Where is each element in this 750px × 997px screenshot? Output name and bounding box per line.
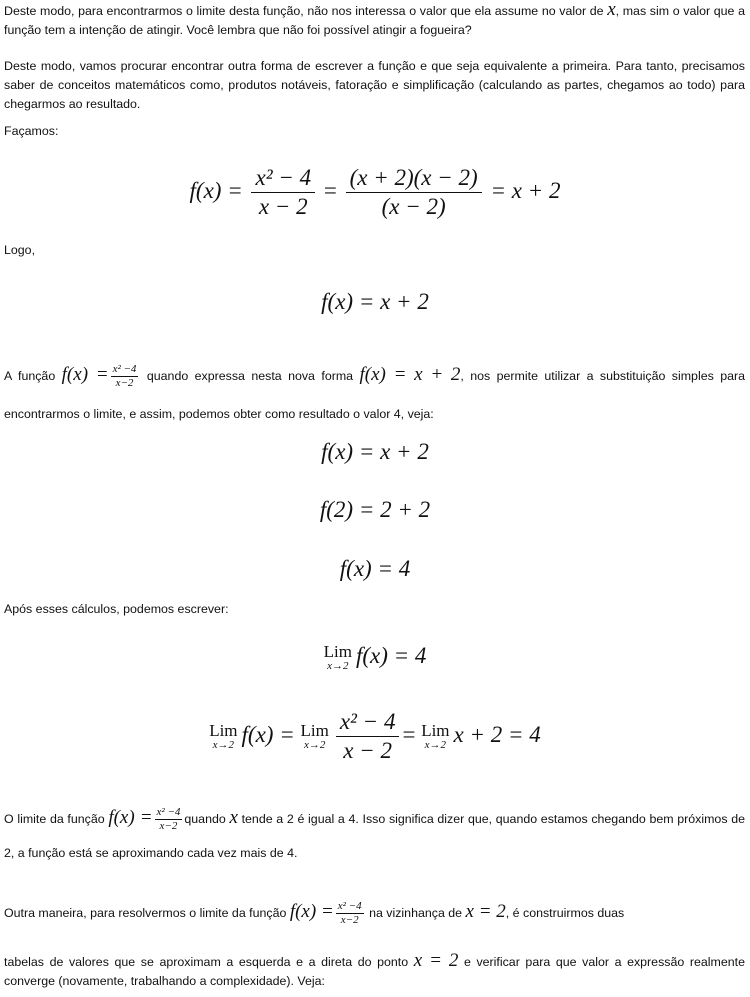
limit-operator (209, 722, 237, 751)
inline-fraction (336, 901, 364, 926)
paragraph-text: tabelas de valores que se aproximam a esquerda e a direta do ponto (4, 955, 409, 969)
limit-body: x + 2 = 4 (453, 721, 541, 747)
fraction-x2-minus-4 (251, 166, 315, 219)
paragraph-text: Deste modo, vamos procurar encontrar outra forma de escrever a função e que seja equivalente a primeira. Para tanto, precisamos saber de conceitos matemáticos como, produtos notáveis, fatoração e simplificação (calculando as partes, chegamos ao todo) para chegarmos ao resultado. (4, 59, 745, 111)
equation-f2: f(2) = 2 + 2 (319, 497, 431, 522)
equation-lhs: f(x) = (189, 177, 243, 203)
inline-fraction (111, 364, 139, 389)
paragraph-text: Façamos: (4, 124, 59, 138)
paragraph-text: Após esses cálculos, podemos escrever: (4, 602, 229, 616)
paragraph-equivalent-form (4, 57, 745, 114)
fraction-numerator: (x + 2)(x − 2) (346, 166, 482, 193)
fraction-numerator: x² − 4 (251, 166, 315, 193)
fraction-numerator: x² −4 (337, 900, 362, 913)
paragraph-facamos (4, 122, 745, 141)
limit-label: Lim (209, 721, 238, 741)
paragraph-limit-conclusion (4, 801, 745, 870)
paragraph-substitution (4, 356, 745, 433)
limit-body: f(x) = (241, 721, 295, 747)
equation-factorization (0, 166, 750, 219)
paragraph-text: quando expressa nesta nova forma (146, 369, 354, 383)
paragraph-text: A função (4, 369, 56, 383)
paragraph-another-way (4, 893, 745, 932)
fraction-numerator: x² −4 (112, 363, 137, 376)
variable-x: x (229, 807, 238, 828)
limit-operator (421, 722, 449, 751)
paragraph-text: na vizinhança de (369, 906, 463, 920)
paragraph-text: e verificar para que valor a expressão realmente converge (novamente, trabalhando a complexidade). Veja: (4, 955, 745, 988)
fraction-denominator: x − 2 (343, 738, 392, 764)
limit-subscript: x→2 (424, 739, 447, 752)
fraction-denominator: x − 2 (258, 194, 308, 220)
limit-subscript: x→2 (212, 739, 235, 752)
inline-function: f(x) = (108, 807, 153, 828)
fraction-denominator: x−2 (340, 914, 359, 927)
limit-operator (300, 722, 328, 751)
paragraph-text: Logo, (4, 243, 36, 257)
paragraph-text: Outra maneira, para resolvermos o limite da função (4, 906, 287, 920)
paragraph-limit-intro (4, 0, 745, 40)
paragraph-text: , é construirmos duas (505, 906, 625, 920)
equals-sign: = (323, 177, 337, 203)
paragraph-after-calculations (4, 600, 745, 619)
paragraph-text: Deste modo, para encontrarmos o limite desta função, não nos interessa o valor que ela assume no valor de (4, 4, 604, 18)
equation-f-result: f(x) = 4 (339, 556, 411, 581)
equation-rhs: = x + 2 (490, 177, 561, 203)
paragraph-text: , mas sim o valor que a função tem a intenção de atingir. Você lembra que não foi possível atingir a fogueira? (4, 4, 745, 37)
fraction-denominator: x−2 (159, 820, 178, 833)
paragraph-logo (4, 241, 745, 260)
fraction-denominator: (x − 2) (381, 194, 446, 220)
paragraph-tables (4, 951, 745, 991)
inline-function-simplified: f(x) = x + 2 (359, 364, 461, 385)
fraction-numerator: x² −4 (156, 806, 181, 819)
equals-sign: = (402, 721, 416, 747)
fraction-x2-minus-4 (336, 710, 400, 763)
limit-subscript: x→2 (327, 660, 349, 673)
limit-operator (324, 643, 352, 672)
paragraph-text: tende a 2 é igual a 4. Isso significa dizer que, quando estamos chegando bem próximos de 2, a função está se aproximando cada vez mais de 4. (4, 812, 745, 860)
equation-simplified: f(x) = x + 2 (321, 289, 429, 314)
limit-label: Lim (300, 721, 329, 741)
fraction-denominator: x−2 (115, 377, 134, 390)
limit-body: f(x) = 4 (355, 643, 427, 668)
fraction-factored (346, 166, 482, 219)
equation-fx: f(x) = x + 2 (321, 439, 429, 464)
limit-label: Lim (421, 721, 450, 741)
variable-x: x (607, 0, 616, 20)
equation-limit-chain (0, 710, 750, 763)
paragraph-text: quando (184, 812, 226, 826)
fraction-numerator: x² − 4 (336, 710, 400, 737)
limit-label: Lim (323, 642, 352, 662)
paragraph-text: , nos permite utilizar a substituição simples para encontrarmos o limite, e assim, podemos obter como resultado o valor 4, veja: (4, 369, 746, 421)
limit-subscript: x→2 (303, 739, 326, 752)
inline-fraction (155, 807, 183, 832)
paragraph-text: O limite da função (4, 812, 105, 826)
inline-x-equals-2: x = 2 (465, 901, 506, 922)
equation-limit (0, 643, 750, 672)
inline-function: f(x) = (61, 364, 109, 385)
inline-x-equals-2: x = 2 (413, 950, 459, 971)
inline-function: f(x) = (289, 901, 334, 922)
